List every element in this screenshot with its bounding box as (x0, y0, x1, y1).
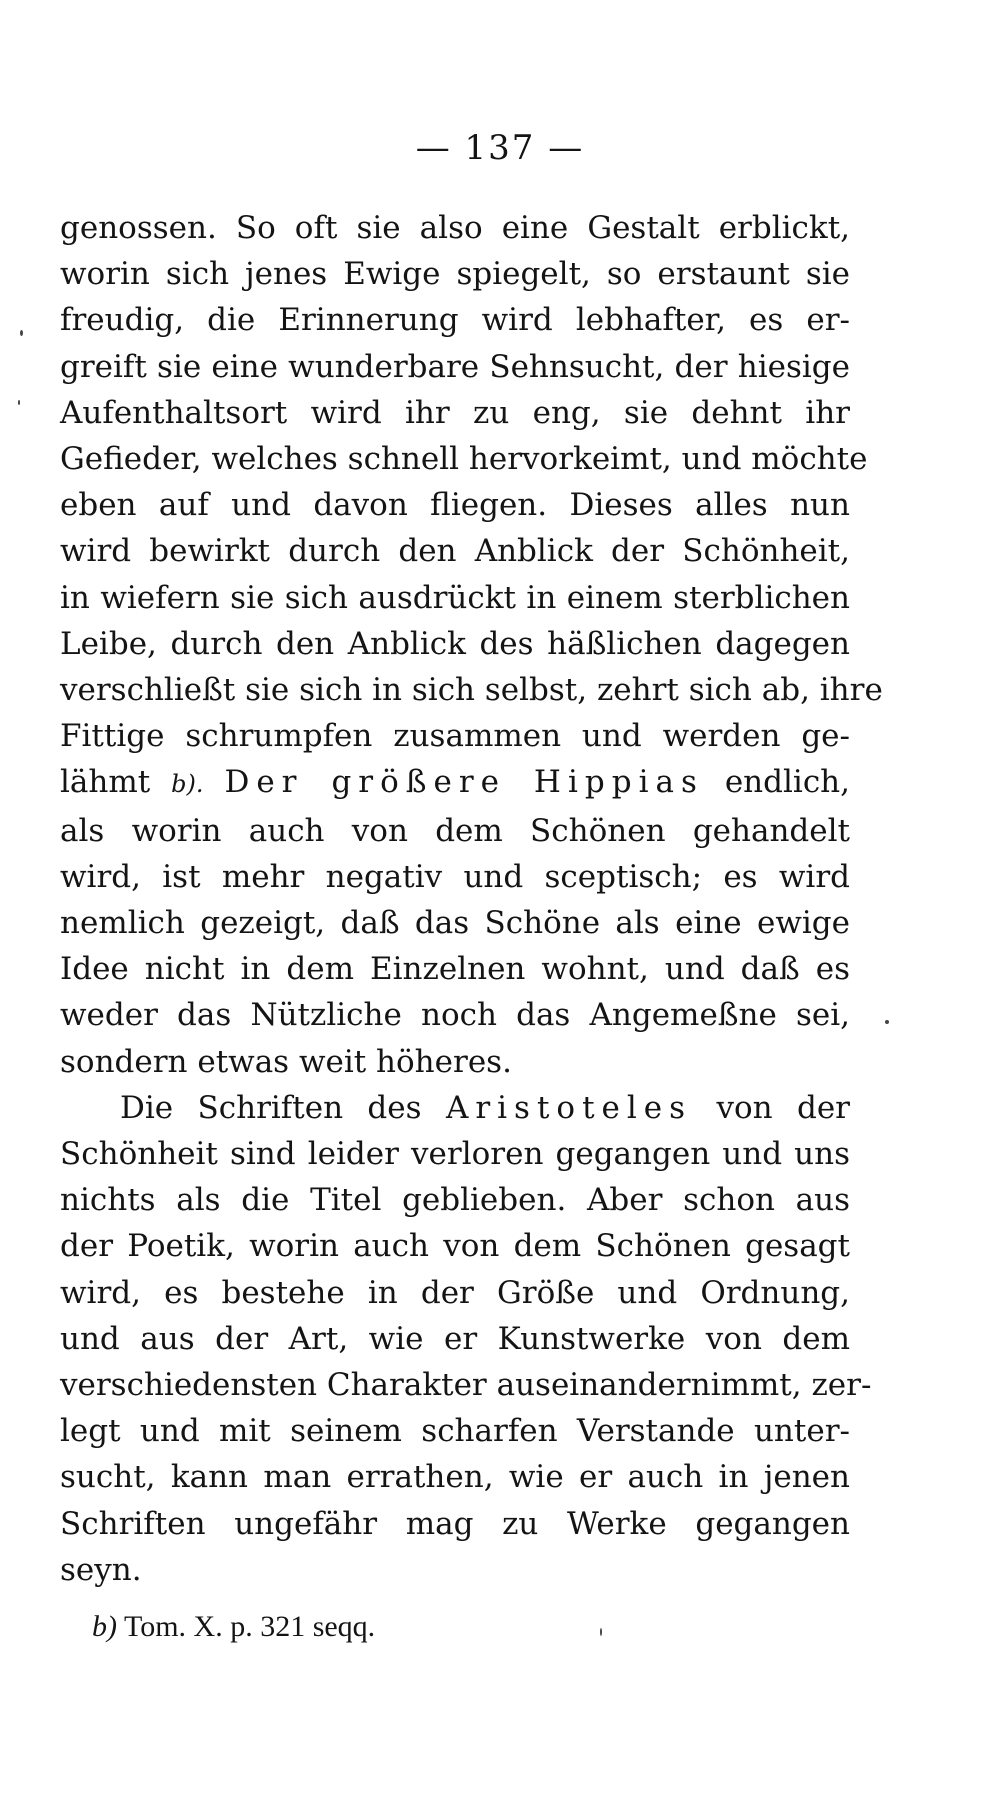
emphasized-title: Der größere Hippias (224, 764, 704, 801)
text-line: in wiefern sie sich ausdrückt in einem sterblichen (60, 579, 850, 616)
text-line: eben auf und davon fliegen. Dieses alles nun (60, 487, 850, 524)
scan-speck (18, 400, 20, 405)
text-line: greift sie eine wunderbare Sehnsucht, der hiesige (60, 348, 850, 385)
text-line: seyn. (60, 1551, 142, 1588)
footnote-text: Tom. X. p. 321 seqq. (117, 1610, 376, 1643)
text-line: Leibe, durch den Anblick des häßlichen dagegen (60, 625, 850, 662)
footnote (92, 1610, 375, 1644)
footnote-mark: b) (92, 1610, 117, 1643)
text-line: worin sich jenes Ewige spiegelt, so erstaunt sie (60, 256, 850, 293)
text-line: wird, ist mehr negativ und sceptisch; es wird (60, 858, 850, 895)
text-line: genossen. So oft sie also eine Gestalt erblickt, (60, 210, 850, 246)
page-number: — 137 — (415, 128, 585, 168)
text-line: verschließt sie sich in sich selbst, zehrt sich ab, ihre (60, 672, 883, 709)
text-line: Schönheit sind leider verloren gegangen und uns (60, 1136, 850, 1173)
text-line: legt und mit seinem scharfen Verstande unter- (60, 1413, 850, 1450)
text-line: wird bewirkt durch den Anblick der Schönheit, (60, 533, 850, 570)
text-fragment: Die Schriften des (120, 1089, 446, 1126)
text-line: nichts als die Titel geblieben. Aber schon aus (60, 1182, 850, 1219)
text-fragment: von der (692, 1089, 850, 1126)
scan-speck (600, 1628, 602, 1636)
text-line: weder das Nützliche noch das Angemeßne sei, (60, 997, 850, 1034)
text-fragment: endlich, (703, 764, 851, 801)
text-line: sondern etwas weit höheres. (60, 1043, 512, 1080)
text-line: Gefieder, welches schnell hervorkeimt, und möchte (60, 441, 868, 478)
text-line: freudig, die Erinnerung wird lebhafter, es er- (60, 302, 850, 339)
text-line: sucht, kann man errathen, wie er auch in jenen (60, 1459, 850, 1496)
main-text (60, 205, 883, 1593)
footnote-reference: b). (171, 770, 204, 799)
scan-speck (20, 330, 23, 336)
text-line: Schriften ungefähr mag zu Werke gegangen (60, 1505, 850, 1542)
text-line: der Poetik, worin auch von dem Schönen gesagt (60, 1228, 850, 1265)
text-fragment: lähmt (60, 764, 172, 801)
scan-speck (885, 1020, 889, 1024)
text-line: nemlich gezeigt, daß das Schöne als eine ewige (60, 905, 850, 942)
text-line: verschiedensten Charakter auseinandernimmt, zer- (60, 1367, 872, 1404)
text-line: Fittige schrumpfen zusammen und werden ge- (60, 718, 850, 755)
text-line: Aufenthaltsort wird ihr zu eng, sie dehnt ihr (60, 394, 850, 431)
text-line: Idee nicht in dem Einzelnen wohnt, und daß es (60, 951, 850, 988)
text-line (60, 1085, 850, 1131)
text-line: wird, es bestehe in der Größe und Ordnung, (60, 1274, 850, 1311)
text-line: und aus der Art, wie er Kunstwerke von dem (60, 1320, 850, 1357)
text-line (60, 759, 850, 807)
emphasized-name: Aristoteles (445, 1089, 693, 1126)
text-line: als worin auch von dem Schönen gehandelt (60, 812, 850, 849)
